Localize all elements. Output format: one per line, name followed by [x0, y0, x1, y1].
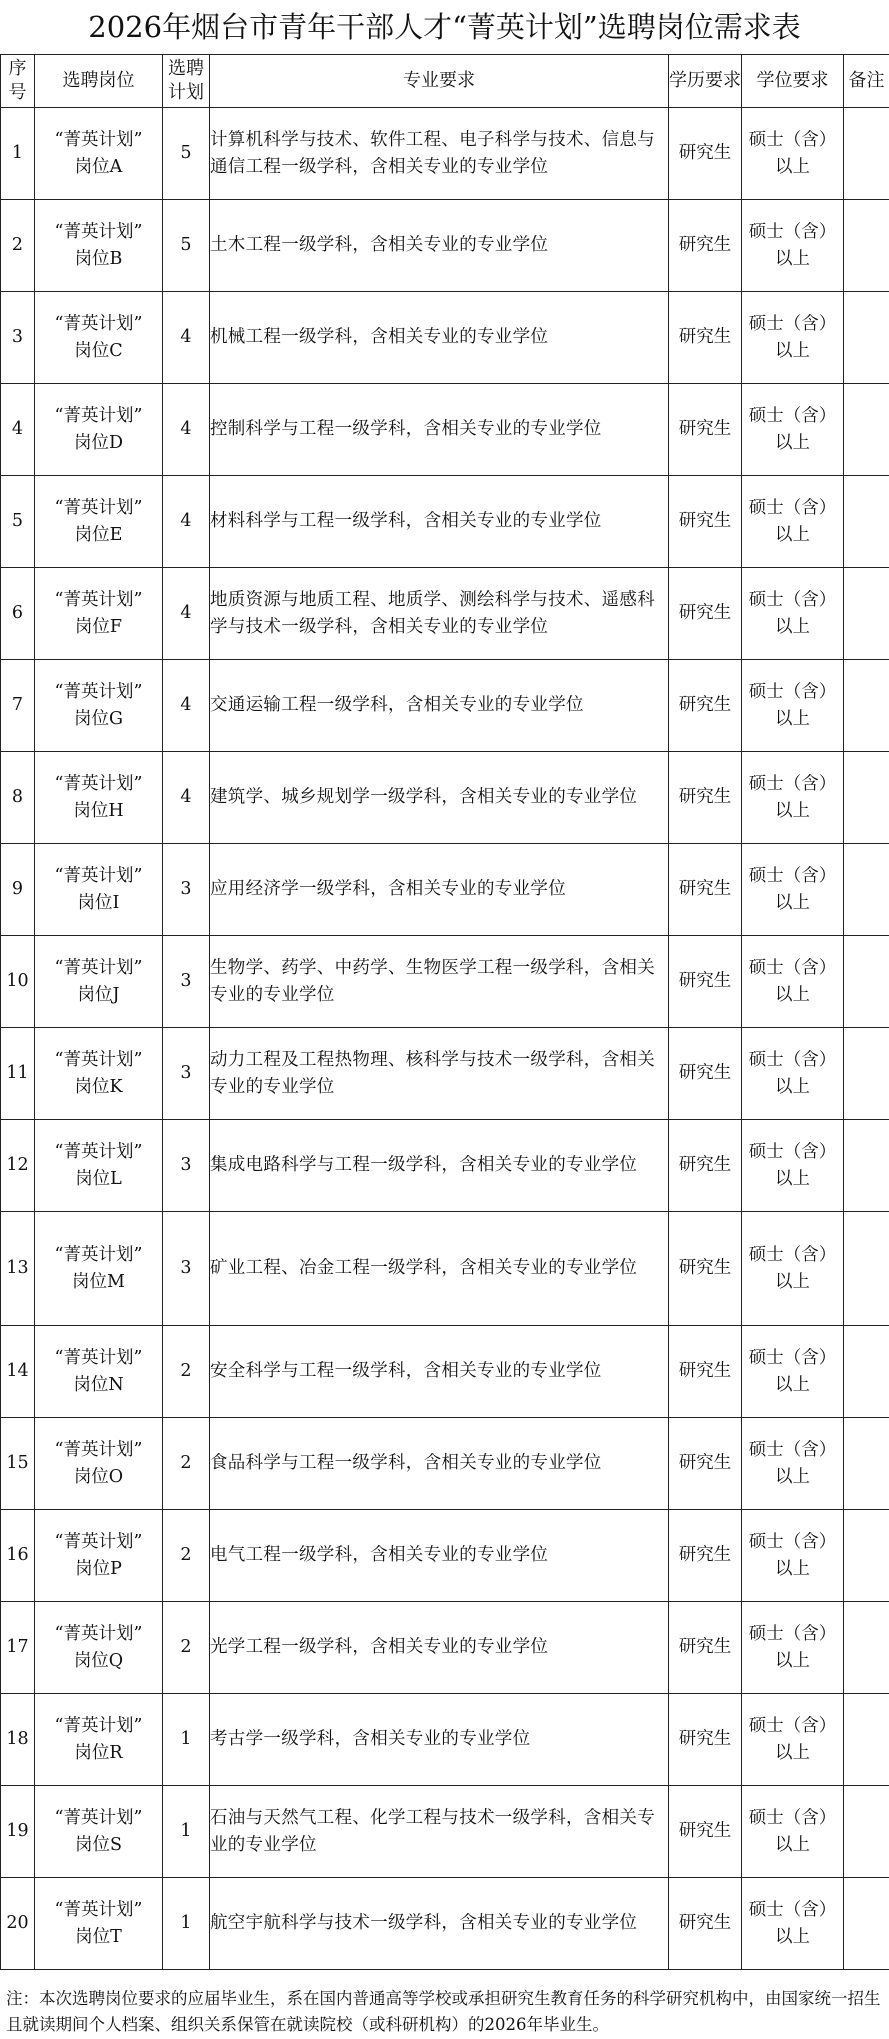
cell-major: 航空宇航科学与技术一级学科，含相关专业的专业学位 — [210, 1878, 669, 1970]
cell-plan: 1 — [163, 1786, 210, 1878]
post-line-1: “菁英计划” — [54, 865, 143, 886]
post-line-1: “菁英计划” — [54, 1141, 143, 1162]
degree-line-2: 以上 — [775, 156, 810, 177]
table-row — [1, 476, 889, 568]
cell-post — [35, 1602, 163, 1694]
degree-line-1: 硕士（含） — [748, 405, 837, 426]
cell-education: 研究生 — [669, 1120, 742, 1212]
cell-degree — [742, 1120, 844, 1212]
cell-no: 15 — [1, 1418, 35, 1510]
cell-remark — [844, 660, 889, 752]
cell-no: 4 — [1, 384, 35, 476]
cell-post — [35, 1418, 163, 1510]
post-line-1: “菁英计划” — [54, 1531, 143, 1552]
post-line-1: “菁英计划” — [54, 681, 143, 702]
degree-line-1: 硕士（含） — [748, 497, 837, 518]
cell-education: 研究生 — [669, 1694, 742, 1786]
cell-remark — [844, 1786, 889, 1878]
header-degree: 学位要求 — [742, 55, 844, 108]
table-row — [1, 108, 889, 200]
cell-plan: 5 — [163, 200, 210, 292]
degree-line-1: 硕士（含） — [748, 957, 837, 978]
post-line-1: “菁英计划” — [54, 589, 143, 610]
cell-remark — [844, 384, 889, 476]
degree-line-2: 以上 — [775, 524, 810, 545]
table-row — [1, 1120, 889, 1212]
cell-no: 18 — [1, 1694, 35, 1786]
post-line-1: “菁英计划” — [54, 1439, 143, 1460]
cell-plan: 3 — [163, 844, 210, 936]
cell-post — [35, 752, 163, 844]
cell-education: 研究生 — [669, 1326, 742, 1418]
cell-no: 2 — [1, 200, 35, 292]
post-line-2: 岗位P — [75, 1558, 122, 1579]
cell-no: 11 — [1, 1028, 35, 1120]
cell-remark — [844, 292, 889, 384]
post-line-2: 岗位J — [77, 984, 120, 1005]
table-row — [1, 1694, 889, 1786]
degree-line-1: 硕士（含） — [748, 1623, 837, 1644]
post-line-2: 岗位R — [74, 1742, 123, 1763]
cell-remark — [844, 568, 889, 660]
post-line-2: 岗位L — [75, 1168, 122, 1189]
cell-remark — [844, 1028, 889, 1120]
cell-major: 电气工程一级学科，含相关专业的专业学位 — [210, 1510, 669, 1602]
cell-education: 研究生 — [669, 1602, 742, 1694]
cell-plan: 1 — [163, 1878, 210, 1970]
cell-major: 食品科学与工程一级学科，含相关专业的专业学位 — [210, 1418, 669, 1510]
post-line-1: “菁英计划” — [54, 1715, 143, 1736]
cell-degree — [742, 936, 844, 1028]
cell-no: 14 — [1, 1326, 35, 1418]
degree-line-1: 硕士（含） — [748, 773, 837, 794]
post-line-1: “菁英计划” — [54, 957, 143, 978]
degree-line-1: 硕士（含） — [748, 589, 837, 610]
cell-remark — [844, 1694, 889, 1786]
cell-remark — [844, 752, 889, 844]
cell-major: 建筑学、城乡规划学一级学科，含相关专业的专业学位 — [210, 752, 669, 844]
cell-post — [35, 476, 163, 568]
post-line-1: “菁英计划” — [54, 129, 143, 150]
post-line-2: 岗位G — [74, 708, 123, 729]
degree-line-1: 硕士（含） — [748, 1439, 837, 1460]
cell-no: 20 — [1, 1878, 35, 1970]
document-title: 2026年烟台市青年干部人才“菁英计划”选聘岗位需求表 — [88, 10, 801, 44]
table-row — [1, 1418, 889, 1510]
cell-education: 研究生 — [669, 752, 742, 844]
cell-degree — [742, 384, 844, 476]
cell-no: 6 — [1, 568, 35, 660]
table-body — [1, 108, 889, 1970]
cell-plan: 4 — [163, 476, 210, 568]
degree-line-2: 以上 — [775, 1374, 810, 1395]
cell-major: 生物学、药学、中药学、生物医学工程一级学科，含相关专业的专业学位 — [210, 936, 669, 1028]
cell-remark — [844, 1212, 889, 1326]
cell-plan: 1 — [163, 1694, 210, 1786]
cell-post — [35, 660, 163, 752]
degree-line-2: 以上 — [775, 1466, 810, 1487]
cell-major: 集成电路科学与工程一级学科，含相关专业的专业学位 — [210, 1120, 669, 1212]
cell-major: 石油与天然气工程、化学工程与技术一级学科，含相关专业的专业学位 — [210, 1786, 669, 1878]
post-line-2: 岗位C — [74, 340, 123, 361]
header-education: 学历要求 — [669, 55, 742, 108]
cell-degree — [742, 844, 844, 936]
post-line-1: “菁英计划” — [54, 1807, 143, 1828]
degree-line-2: 以上 — [775, 1834, 810, 1855]
cell-major: 应用经济学一级学科，含相关专业的专业学位 — [210, 844, 669, 936]
cell-post — [35, 1326, 163, 1418]
cell-plan: 2 — [163, 1326, 210, 1418]
cell-major: 材料科学与工程一级学科，含相关专业的专业学位 — [210, 476, 669, 568]
table-row — [1, 292, 889, 384]
cell-post — [35, 200, 163, 292]
degree-line-1: 硕士（含） — [748, 681, 837, 702]
post-line-1: “菁英计划” — [54, 773, 143, 794]
degree-line-1: 硕士（含） — [748, 221, 837, 242]
cell-major: 考古学一级学科，含相关专业的专业学位 — [210, 1694, 669, 1786]
post-line-2: 岗位N — [73, 1374, 124, 1395]
cell-major: 地质资源与地质工程、地质学、测绘科学与技术、遥感科学与技术一级学科，含相关专业的专业学位 — [210, 568, 669, 660]
cell-degree — [742, 568, 844, 660]
table-row — [1, 660, 889, 752]
degree-line-2: 以上 — [775, 248, 810, 269]
cell-education: 研究生 — [669, 200, 742, 292]
post-line-1: “菁英计划” — [54, 405, 143, 426]
table-row — [1, 1510, 889, 1602]
cell-post — [35, 1786, 163, 1878]
cell-major: 安全科学与工程一级学科，含相关专业的专业学位 — [210, 1326, 669, 1418]
table-row — [1, 1212, 889, 1326]
cell-remark — [844, 1120, 889, 1212]
cell-no: 10 — [1, 936, 35, 1028]
cell-no: 1 — [1, 108, 35, 200]
degree-line-2: 以上 — [775, 892, 810, 913]
cell-remark — [844, 936, 889, 1028]
degree-line-2: 以上 — [775, 1650, 810, 1671]
job-requirements-table — [0, 54, 889, 1970]
cell-no: 19 — [1, 1786, 35, 1878]
cell-education: 研究生 — [669, 568, 742, 660]
post-line-1: “菁英计划” — [54, 1049, 143, 1070]
degree-line-2: 以上 — [775, 800, 810, 821]
cell-post — [35, 844, 163, 936]
cell-major: 矿业工程、冶金工程一级学科，含相关专业的专业学位 — [210, 1212, 669, 1326]
post-line-2: 岗位T — [75, 1926, 122, 1947]
cell-education: 研究生 — [669, 476, 742, 568]
degree-line-2: 以上 — [775, 1926, 810, 1947]
post-line-1: “菁英计划” — [54, 221, 143, 242]
table-row — [1, 1028, 889, 1120]
cell-major: 机械工程一级学科，含相关专业的专业学位 — [210, 292, 669, 384]
cell-plan: 3 — [163, 1120, 210, 1212]
cell-plan: 3 — [163, 936, 210, 1028]
degree-line-1: 硕士（含） — [748, 1531, 837, 1552]
degree-line-1: 硕士（含） — [748, 1899, 837, 1920]
post-line-2: 岗位S — [75, 1834, 122, 1855]
header-plan: 选聘计划 — [163, 55, 210, 108]
cell-post — [35, 936, 163, 1028]
table-row — [1, 384, 889, 476]
cell-degree — [742, 1602, 844, 1694]
cell-remark — [844, 844, 889, 936]
cell-remark — [844, 1878, 889, 1970]
cell-education: 研究生 — [669, 384, 742, 476]
table-row — [1, 936, 889, 1028]
post-line-2: 岗位D — [73, 432, 124, 453]
post-line-2: 岗位M — [72, 1271, 125, 1292]
header-major: 专业要求 — [210, 55, 669, 108]
cell-plan: 2 — [163, 1418, 210, 1510]
cell-no: 13 — [1, 1212, 35, 1326]
degree-line-1: 硕士（含） — [748, 313, 837, 334]
cell-remark — [844, 1602, 889, 1694]
degree-line-2: 以上 — [775, 984, 810, 1005]
cell-no: 7 — [1, 660, 35, 752]
cell-remark — [844, 476, 889, 568]
cell-major: 动力工程及工程热物理、核科学与技术一级学科，含相关专业的专业学位 — [210, 1028, 669, 1120]
cell-degree — [742, 1326, 844, 1418]
cell-no: 17 — [1, 1602, 35, 1694]
cell-degree — [742, 1878, 844, 1970]
table-row — [1, 1786, 889, 1878]
header-remark: 备注 — [844, 55, 889, 108]
post-line-2: 岗位F — [74, 616, 123, 637]
table-row — [1, 1878, 889, 1970]
degree-line-1: 硕士（含） — [748, 865, 837, 886]
cell-plan: 2 — [163, 1602, 210, 1694]
cell-no: 9 — [1, 844, 35, 936]
cell-remark — [844, 1326, 889, 1418]
cell-remark — [844, 108, 889, 200]
cell-education: 研究生 — [669, 660, 742, 752]
cell-degree — [742, 292, 844, 384]
post-line-1: “菁英计划” — [54, 1899, 143, 1920]
cell-degree — [742, 752, 844, 844]
cell-remark — [844, 1418, 889, 1510]
degree-line-1: 硕士（含） — [748, 1807, 837, 1828]
cell-post — [35, 1878, 163, 1970]
post-line-2: 岗位I — [77, 892, 120, 913]
degree-line-2: 以上 — [775, 340, 810, 361]
cell-education: 研究生 — [669, 1028, 742, 1120]
cell-education: 研究生 — [669, 1878, 742, 1970]
cell-post — [35, 1694, 163, 1786]
table-header-row — [1, 55, 889, 108]
post-line-2: 岗位K — [74, 1076, 123, 1097]
cell-plan: 4 — [163, 568, 210, 660]
cell-remark — [844, 1510, 889, 1602]
degree-line-1: 硕士（含） — [748, 1141, 837, 1162]
degree-line-2: 以上 — [775, 708, 810, 729]
cell-major: 计算机科学与技术、软件工程、电子科学与技术、信息与通信工程一级学科，含相关专业的专业学位 — [210, 108, 669, 200]
table-row — [1, 844, 889, 936]
cell-degree — [742, 1510, 844, 1602]
cell-degree — [742, 1028, 844, 1120]
cell-plan: 3 — [163, 1212, 210, 1326]
degree-line-2: 以上 — [775, 1271, 810, 1292]
cell-no: 16 — [1, 1510, 35, 1602]
cell-remark — [844, 200, 889, 292]
post-line-2: 岗位O — [73, 1466, 124, 1487]
degree-line-1: 硕士（含） — [748, 1347, 837, 1368]
post-line-1: “菁英计划” — [54, 313, 143, 334]
cell-education: 研究生 — [669, 844, 742, 936]
post-line-2: 岗位Q — [73, 1650, 124, 1671]
degree-line-2: 以上 — [775, 1742, 810, 1763]
post-line-1: “菁英计划” — [54, 497, 143, 518]
cell-plan: 4 — [163, 292, 210, 384]
cell-education: 研究生 — [669, 936, 742, 1028]
cell-education: 研究生 — [669, 1418, 742, 1510]
cell-major: 控制科学与工程一级学科，含相关专业的专业学位 — [210, 384, 669, 476]
cell-post — [35, 1120, 163, 1212]
cell-major: 土木工程一级学科，含相关专业的专业学位 — [210, 200, 669, 292]
cell-education: 研究生 — [669, 1786, 742, 1878]
cell-education: 研究生 — [669, 292, 742, 384]
table-row — [1, 752, 889, 844]
cell-major: 交通运输工程一级学科，含相关专业的专业学位 — [210, 660, 669, 752]
cell-degree — [742, 1418, 844, 1510]
degree-line-2: 以上 — [775, 616, 810, 637]
cell-education: 研究生 — [669, 108, 742, 200]
cell-plan: 3 — [163, 1028, 210, 1120]
cell-post — [35, 292, 163, 384]
cell-no: 5 — [1, 476, 35, 568]
post-line-2: 岗位H — [73, 800, 124, 821]
cell-degree — [742, 1212, 844, 1326]
cell-no: 8 — [1, 752, 35, 844]
cell-plan: 4 — [163, 384, 210, 476]
table-row — [1, 568, 889, 660]
degree-line-2: 以上 — [775, 1558, 810, 1579]
degree-line-2: 以上 — [775, 1168, 810, 1189]
cell-plan: 2 — [163, 1510, 210, 1602]
cell-degree — [742, 108, 844, 200]
degree-line-1: 硕士（含） — [748, 1715, 837, 1736]
cell-post — [35, 1510, 163, 1602]
cell-education: 研究生 — [669, 1212, 742, 1326]
table-row — [1, 200, 889, 292]
degree-line-1: 硕士（含） — [748, 129, 837, 150]
cell-degree — [742, 660, 844, 752]
cell-degree — [742, 1694, 844, 1786]
cell-post — [35, 384, 163, 476]
post-line-2: 岗位E — [74, 524, 123, 545]
footnote: 注：本次选聘岗位要求的应届毕业生，系在国内普通高等学校或承担研究生教育任务的科学研究机构中，由国家统一招生且就读期间个人档案、组织关系保管在就读院校（或科研机构）的2026年毕业生。 — [6, 1989, 881, 2034]
cell-education: 研究生 — [669, 1510, 742, 1602]
degree-line-2: 以上 — [775, 432, 810, 453]
cell-degree — [742, 476, 844, 568]
degree-line-1: 硕士（含） — [748, 1244, 837, 1265]
post-line-2: 岗位A — [74, 156, 123, 177]
cell-no: 3 — [1, 292, 35, 384]
cell-plan: 5 — [163, 108, 210, 200]
table-row — [1, 1602, 889, 1694]
header-post: 选聘岗位 — [35, 55, 163, 108]
post-line-2: 岗位B — [74, 248, 123, 269]
cell-post — [35, 108, 163, 200]
cell-post — [35, 1028, 163, 1120]
post-line-1: “菁英计划” — [54, 1244, 143, 1265]
cell-plan: 4 — [163, 660, 210, 752]
table-row — [1, 1326, 889, 1418]
post-line-1: “菁英计划” — [54, 1347, 143, 1368]
degree-line-1: 硕士（含） — [748, 1049, 837, 1070]
cell-post — [35, 568, 163, 660]
header-no: 序号 — [1, 55, 35, 108]
cell-degree — [742, 200, 844, 292]
cell-post — [35, 1212, 163, 1326]
cell-degree — [742, 1786, 844, 1878]
degree-line-2: 以上 — [775, 1076, 810, 1097]
cell-no: 12 — [1, 1120, 35, 1212]
cell-plan: 4 — [163, 752, 210, 844]
cell-major: 光学工程一级学科，含相关专业的专业学位 — [210, 1602, 669, 1694]
post-line-1: “菁英计划” — [54, 1623, 143, 1644]
